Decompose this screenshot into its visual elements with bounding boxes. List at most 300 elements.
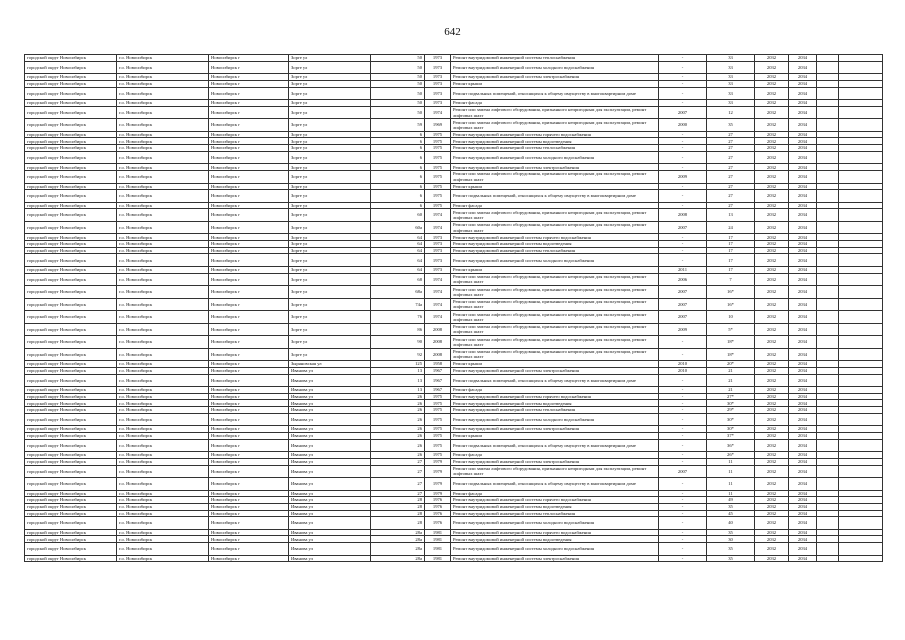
table-row — [25, 183, 883, 190]
cell-street: Зорге ул — [289, 221, 371, 234]
cell-wear: 13 — [707, 209, 755, 222]
cell-municipality: городской округ Новосибирск — [25, 439, 117, 452]
cell-street: Иванова ул — [289, 374, 371, 387]
cell-year: 1975 — [425, 407, 451, 414]
cell-work-type: Ремонт внутридомовой инженерной системы холодного водоснабжения — [451, 61, 659, 74]
cell-city: Новосибирск г — [209, 183, 289, 190]
cell-last-repair: - — [659, 393, 707, 400]
cell-last-repair: - — [659, 510, 707, 517]
cell-street: Зорге ул — [289, 247, 371, 254]
cell-year: 1973 — [425, 55, 451, 62]
table-row — [25, 503, 883, 510]
empty-cell — [839, 543, 883, 556]
cell-start-year: 2032 — [755, 439, 789, 452]
empty-cell — [817, 348, 839, 361]
cell-last-repair: - — [659, 439, 707, 452]
cell-start-year: 2032 — [755, 55, 789, 62]
cell-city: Новосибирск г — [209, 413, 289, 426]
empty-cell — [839, 87, 883, 100]
cell-year: 1973 — [425, 100, 451, 107]
cell-house: 68 — [371, 273, 425, 286]
empty-cell — [839, 241, 883, 248]
empty-cell — [817, 439, 839, 452]
cell-year: 1975 — [425, 452, 451, 459]
cell-settlement: г.о. Новосибирск — [117, 543, 209, 556]
cell-house: 28 — [371, 497, 425, 504]
cell-city: Новосибирск г — [209, 478, 289, 491]
cell-street: Зорге ул — [289, 202, 371, 209]
cell-year: 1973 — [425, 74, 451, 81]
cell-wear: 17 — [707, 247, 755, 254]
empty-cell — [839, 171, 883, 184]
cell-wear: 30* — [707, 426, 755, 433]
cell-street: Зорге ул — [289, 286, 371, 299]
cell-year: 1975 — [425, 432, 451, 439]
cell-start-year: 2032 — [755, 361, 789, 368]
cell-start-year: 2032 — [755, 387, 789, 394]
cell-last-repair: - — [659, 336, 707, 349]
empty-cell — [839, 452, 883, 459]
cell-municipality: городской округ Новосибирск — [25, 286, 117, 299]
cell-house: 27 — [371, 465, 425, 478]
cell-settlement: г.о. Новосибирск — [117, 478, 209, 491]
cell-house: 50 — [371, 55, 425, 62]
cell-municipality: городской округ Новосибирск — [25, 80, 117, 87]
cell-work-type: Ремонт внутридомовой инженерной системы холодного водоснабжения — [451, 254, 659, 267]
cell-year: 1976 — [425, 503, 451, 510]
cell-year: 1969 — [425, 119, 451, 132]
cell-end-year: 2034 — [789, 536, 817, 543]
cell-year: 1967 — [425, 367, 451, 374]
cell-year: 1976 — [425, 517, 451, 530]
empty-cell — [817, 510, 839, 517]
cell-year: 2008 — [425, 348, 451, 361]
cell-street: Зорге ул — [289, 323, 371, 336]
cell-last-repair: - — [659, 374, 707, 387]
table-row — [25, 234, 883, 241]
cell-start-year: 2032 — [755, 400, 789, 407]
cell-house: 90 — [371, 336, 425, 349]
cell-wear: 30* — [707, 400, 755, 407]
cell-municipality: городской округ Новосибирск — [25, 400, 117, 407]
cell-last-repair: - — [659, 138, 707, 145]
empty-cell — [817, 465, 839, 478]
cell-start-year: 2032 — [755, 164, 789, 171]
cell-settlement: г.о. Новосибирск — [117, 145, 209, 152]
cell-last-repair: - — [659, 536, 707, 543]
cell-municipality: городской округ Новосибирск — [25, 536, 117, 543]
table-row — [25, 400, 883, 407]
cell-wear: 5* — [707, 323, 755, 336]
cell-municipality: городской округ Новосибирск — [25, 183, 117, 190]
cell-end-year: 2034 — [789, 209, 817, 222]
cell-house: 27 — [371, 458, 425, 465]
cell-wear: 27 — [707, 151, 755, 164]
cell-end-year: 2034 — [789, 426, 817, 433]
cell-municipality: городской округ Новосибирск — [25, 61, 117, 74]
empty-cell — [839, 221, 883, 234]
cell-settlement: г.о. Новосибирск — [117, 55, 209, 62]
cell-street: Зорге ул — [289, 266, 371, 273]
empty-cell — [839, 311, 883, 324]
table-row — [25, 529, 883, 536]
empty-cell — [817, 393, 839, 400]
cell-start-year: 2032 — [755, 266, 789, 273]
cell-work-type: Ремонт внутридомовой инженерной системы водоотведения — [451, 400, 659, 407]
cell-municipality: городской округ Новосибирск — [25, 247, 117, 254]
cell-settlement: г.о. Новосибирск — [117, 439, 209, 452]
cell-last-repair: - — [659, 503, 707, 510]
cell-house: 6 — [371, 131, 425, 138]
cell-wear: 45 — [707, 510, 755, 517]
cell-end-year: 2034 — [789, 348, 817, 361]
cell-municipality: городской округ Новосибирск — [25, 138, 117, 145]
table-row — [25, 336, 883, 349]
cell-year: 1973 — [425, 241, 451, 248]
cell-end-year: 2034 — [789, 361, 817, 368]
cell-year: 1967 — [425, 374, 451, 387]
cell-street: Иванова ул — [289, 458, 371, 465]
empty-cell — [839, 164, 883, 171]
cell-year: 1974 — [425, 311, 451, 324]
cell-street: Иванова ул — [289, 543, 371, 556]
cell-start-year: 2032 — [755, 458, 789, 465]
empty-cell — [839, 131, 883, 138]
cell-house: 28а — [371, 529, 425, 536]
cell-work-type: Ремонт внутридомовой инженерной системы теплоснабжения — [451, 55, 659, 62]
cell-wear: 27 — [707, 131, 755, 138]
table-row — [25, 209, 883, 222]
cell-house: 6 — [371, 164, 425, 171]
cell-start-year: 2032 — [755, 348, 789, 361]
cell-settlement: г.о. Новосибирск — [117, 510, 209, 517]
cell-city: Новосибирск г — [209, 80, 289, 87]
cell-start-year: 2032 — [755, 221, 789, 234]
cell-street: Иванова ул — [289, 393, 371, 400]
cell-start-year: 2032 — [755, 555, 789, 562]
cell-house: 64 — [371, 247, 425, 254]
cell-year: 1975 — [425, 426, 451, 433]
cell-year: 1975 — [425, 171, 451, 184]
cell-municipality: городской округ Новосибирск — [25, 543, 117, 556]
cell-settlement: г.о. Новосибирск — [117, 367, 209, 374]
cell-start-year: 2032 — [755, 517, 789, 530]
cell-wear: 27 — [707, 145, 755, 152]
cell-work-type: Ремонт подвальных помещений, относящихся к общему имуществу в многоквартирном доме — [451, 190, 659, 203]
cell-city: Новосибирск г — [209, 221, 289, 234]
empty-cell — [817, 367, 839, 374]
cell-house: 28а — [371, 536, 425, 543]
empty-cell — [839, 439, 883, 452]
cell-last-repair: - — [659, 87, 707, 100]
cell-house: 50 — [371, 106, 425, 119]
empty-cell — [817, 80, 839, 87]
cell-wear: 26* — [707, 452, 755, 459]
cell-settlement: г.о. Новосибирск — [117, 517, 209, 530]
cell-municipality: городской округ Новосибирск — [25, 432, 117, 439]
cell-end-year: 2034 — [789, 234, 817, 241]
cell-city: Новосибирск г — [209, 311, 289, 324]
cell-street: Иванова ул — [289, 407, 371, 414]
cell-street: Иванова ул — [289, 400, 371, 407]
empty-cell — [817, 497, 839, 504]
empty-cell — [817, 254, 839, 267]
cell-settlement: г.о. Новосибирск — [117, 221, 209, 234]
cell-year: 1981 — [425, 555, 451, 562]
empty-cell — [839, 536, 883, 543]
cell-work-type: Ремонт внутридомовой инженерной системы теплоснабжения — [451, 510, 659, 517]
cell-last-repair: 2008 — [659, 209, 707, 222]
cell-settlement: г.о. Новосибирск — [117, 241, 209, 248]
empty-cell — [817, 490, 839, 497]
empty-cell — [839, 361, 883, 368]
cell-end-year: 2034 — [789, 452, 817, 459]
cell-end-year: 2034 — [789, 517, 817, 530]
cell-city: Новосибирск г — [209, 367, 289, 374]
cell-house: 28а — [371, 543, 425, 556]
cell-street: Зорге ул — [289, 311, 371, 324]
cell-last-repair: - — [659, 458, 707, 465]
cell-work-type: Ремонт внутридомовой инженерной системы электроснабжения — [451, 555, 659, 562]
cell-house: 28а — [371, 555, 425, 562]
cell-settlement: г.о. Новосибирск — [117, 555, 209, 562]
cell-settlement: г.о. Новосибирск — [117, 465, 209, 478]
cell-end-year: 2034 — [789, 407, 817, 414]
table-row — [25, 74, 883, 81]
cell-house: 76 — [371, 311, 425, 324]
cell-work-type: Ремонт или замена лифтового оборудования, признанного непригодным для эксплуатации, ремонт лифтовых шахт — [451, 171, 659, 184]
cell-municipality: городской округ Новосибирск — [25, 234, 117, 241]
cell-municipality: городской округ Новосибирск — [25, 221, 117, 234]
cell-end-year: 2034 — [789, 138, 817, 145]
cell-end-year: 2034 — [789, 164, 817, 171]
cell-end-year: 2034 — [789, 273, 817, 286]
empty-cell — [817, 106, 839, 119]
cell-start-year: 2032 — [755, 497, 789, 504]
cell-municipality: городской округ Новосибирск — [25, 311, 117, 324]
cell-work-type: Ремонт фасада — [451, 490, 659, 497]
cell-year: 1973 — [425, 61, 451, 74]
empty-cell — [839, 74, 883, 81]
empty-cell — [839, 298, 883, 311]
cell-municipality: городской округ Новосибирск — [25, 555, 117, 562]
cell-street: Иванова ул — [289, 387, 371, 394]
cell-end-year: 2034 — [789, 183, 817, 190]
cell-work-type: Ремонт внутридомовой инженерной системы водоотведения — [451, 138, 659, 145]
empty-cell — [817, 323, 839, 336]
table-row — [25, 490, 883, 497]
empty-cell — [839, 80, 883, 87]
cell-street: Зорге ул — [289, 145, 371, 152]
cell-house: 26 — [371, 400, 425, 407]
table-row — [25, 465, 883, 478]
cell-city: Новосибирск г — [209, 241, 289, 248]
cell-settlement: г.о. Новосибирск — [117, 100, 209, 107]
empty-cell — [839, 202, 883, 209]
cell-city: Новосибирск г — [209, 254, 289, 267]
table-row — [25, 254, 883, 267]
cell-year: 1979 — [425, 478, 451, 491]
cell-settlement: г.о. Новосибирск — [117, 323, 209, 336]
empty-cell — [839, 234, 883, 241]
cell-street: Иванова ул — [289, 490, 371, 497]
table-row — [25, 145, 883, 152]
cell-city: Новосибирск г — [209, 74, 289, 81]
cell-work-type: Ремонт внутридомовой инженерной системы электроснабжения — [451, 426, 659, 433]
cell-work-type: Ремонт или замена лифтового оборудования, признанного непригодным для эксплуатации, ремонт лифтовых шахт — [451, 221, 659, 234]
cell-last-repair: - — [659, 183, 707, 190]
cell-end-year: 2034 — [789, 190, 817, 203]
cell-settlement: г.о. Новосибирск — [117, 273, 209, 286]
capital-repair-table-container — [24, 54, 882, 562]
table-row — [25, 190, 883, 203]
cell-year: 1975 — [425, 400, 451, 407]
empty-cell — [817, 190, 839, 203]
cell-work-type: Ремонт или замена лифтового оборудования, признанного непригодным для эксплуатации, ремонт лифтовых шахт — [451, 465, 659, 478]
table-row — [25, 266, 883, 273]
cell-year: 2008 — [425, 323, 451, 336]
cell-wear: 24 — [707, 221, 755, 234]
cell-work-type: Ремонт внутридомовой инженерной системы холодного водоснабжения — [451, 517, 659, 530]
cell-wear: 20* — [707, 361, 755, 368]
cell-start-year: 2032 — [755, 254, 789, 267]
cell-last-repair: 2007 — [659, 106, 707, 119]
cell-year: 1975 — [425, 439, 451, 452]
cell-house: 64 — [371, 266, 425, 273]
empty-cell — [817, 400, 839, 407]
cell-end-year: 2034 — [789, 393, 817, 400]
cell-wear: 27 — [707, 183, 755, 190]
cell-settlement: г.о. Новосибирск — [117, 361, 209, 368]
empty-cell — [817, 202, 839, 209]
cell-wear: 16* — [707, 298, 755, 311]
cell-end-year: 2034 — [789, 543, 817, 556]
cell-settlement: г.о. Новосибирск — [117, 190, 209, 203]
cell-house: 64 — [371, 234, 425, 241]
cell-municipality: городской округ Новосибирск — [25, 119, 117, 132]
cell-street: Иванова ул — [289, 503, 371, 510]
cell-city: Новосибирск г — [209, 138, 289, 145]
cell-wear: 27 — [707, 164, 755, 171]
cell-house: 28 — [371, 503, 425, 510]
cell-last-repair: - — [659, 151, 707, 164]
empty-cell — [839, 529, 883, 536]
cell-settlement: г.о. Новосибирск — [117, 151, 209, 164]
table-row — [25, 374, 883, 387]
empty-cell — [817, 517, 839, 530]
cell-settlement: г.о. Новосибирск — [117, 432, 209, 439]
empty-cell — [817, 536, 839, 543]
table-row — [25, 361, 883, 368]
cell-start-year: 2032 — [755, 209, 789, 222]
cell-last-repair: - — [659, 254, 707, 267]
cell-start-year: 2032 — [755, 393, 789, 400]
cell-last-repair: - — [659, 413, 707, 426]
cell-start-year: 2032 — [755, 106, 789, 119]
table-row — [25, 221, 883, 234]
cell-year: 1975 — [425, 190, 451, 203]
cell-work-type: Ремонт внутридомовой инженерной системы электроснабжения — [451, 367, 659, 374]
cell-city: Новосибирск г — [209, 348, 289, 361]
cell-house: 50 — [371, 87, 425, 100]
cell-last-repair: 2007 — [659, 465, 707, 478]
empty-cell — [839, 465, 883, 478]
empty-cell — [817, 138, 839, 145]
cell-house: 26 — [371, 426, 425, 433]
cell-house: 28 — [371, 510, 425, 517]
cell-street: Зорге ул — [289, 106, 371, 119]
cell-start-year: 2032 — [755, 478, 789, 491]
cell-end-year: 2034 — [789, 131, 817, 138]
cell-last-repair: - — [659, 517, 707, 530]
empty-cell — [839, 490, 883, 497]
cell-start-year: 2032 — [755, 298, 789, 311]
cell-municipality: городской округ Новосибирск — [25, 367, 117, 374]
cell-start-year: 2032 — [755, 465, 789, 478]
table-row — [25, 87, 883, 100]
empty-cell — [817, 458, 839, 465]
cell-last-repair: - — [659, 190, 707, 203]
empty-cell — [839, 100, 883, 107]
cell-year: 2008 — [425, 336, 451, 349]
cell-start-year: 2032 — [755, 432, 789, 439]
cell-end-year: 2034 — [789, 80, 817, 87]
cell-wear: 33 — [707, 74, 755, 81]
cell-work-type: Ремонт внутридомовой инженерной системы теплоснабжения — [451, 247, 659, 254]
empty-cell — [817, 413, 839, 426]
cell-work-type: Ремонт или замена лифтового оборудования, признанного непригодным для эксплуатации, ремонт лифтовых шахт — [451, 336, 659, 349]
cell-wear: 35 — [707, 555, 755, 562]
empty-cell — [839, 517, 883, 530]
cell-wear: 17 — [707, 266, 755, 273]
cell-end-year: 2034 — [789, 510, 817, 517]
table-row — [25, 106, 883, 119]
empty-cell — [817, 426, 839, 433]
cell-work-type: Ремонт внутридомовой инженерной системы горячего водоснабжения — [451, 497, 659, 504]
empty-cell — [839, 151, 883, 164]
cell-last-repair: - — [659, 478, 707, 491]
cell-street: Зорге ул — [289, 348, 371, 361]
cell-street: Зорге ул — [289, 209, 371, 222]
table-row — [25, 452, 883, 459]
cell-work-type: Ремонт крыши — [451, 80, 659, 87]
empty-cell — [817, 247, 839, 254]
cell-street: Зорге ул — [289, 80, 371, 87]
cell-last-repair: 2007 — [659, 298, 707, 311]
empty-cell — [817, 87, 839, 100]
cell-house: 6 — [371, 183, 425, 190]
empty-cell — [817, 374, 839, 387]
cell-city: Новосибирск г — [209, 543, 289, 556]
cell-house: 74а — [371, 298, 425, 311]
cell-street: Иванова ул — [289, 452, 371, 459]
cell-house: 59 — [371, 119, 425, 132]
cell-work-type: Ремонт внутридомовой инженерной системы электроснабжения — [451, 164, 659, 171]
cell-year: 1973 — [425, 87, 451, 100]
cell-street: Иванова ул — [289, 529, 371, 536]
cell-year: 1981 — [425, 543, 451, 556]
cell-start-year: 2032 — [755, 74, 789, 81]
table-row — [25, 536, 883, 543]
cell-city: Новосибирск г — [209, 458, 289, 465]
cell-municipality: городской округ Новосибирск — [25, 209, 117, 222]
empty-cell — [817, 529, 839, 536]
cell-end-year: 2034 — [789, 202, 817, 209]
cell-year: 1981 — [425, 536, 451, 543]
empty-cell — [839, 497, 883, 504]
cell-street: Зорге ул — [289, 254, 371, 267]
cell-settlement: г.о. Новосибирск — [117, 400, 209, 407]
